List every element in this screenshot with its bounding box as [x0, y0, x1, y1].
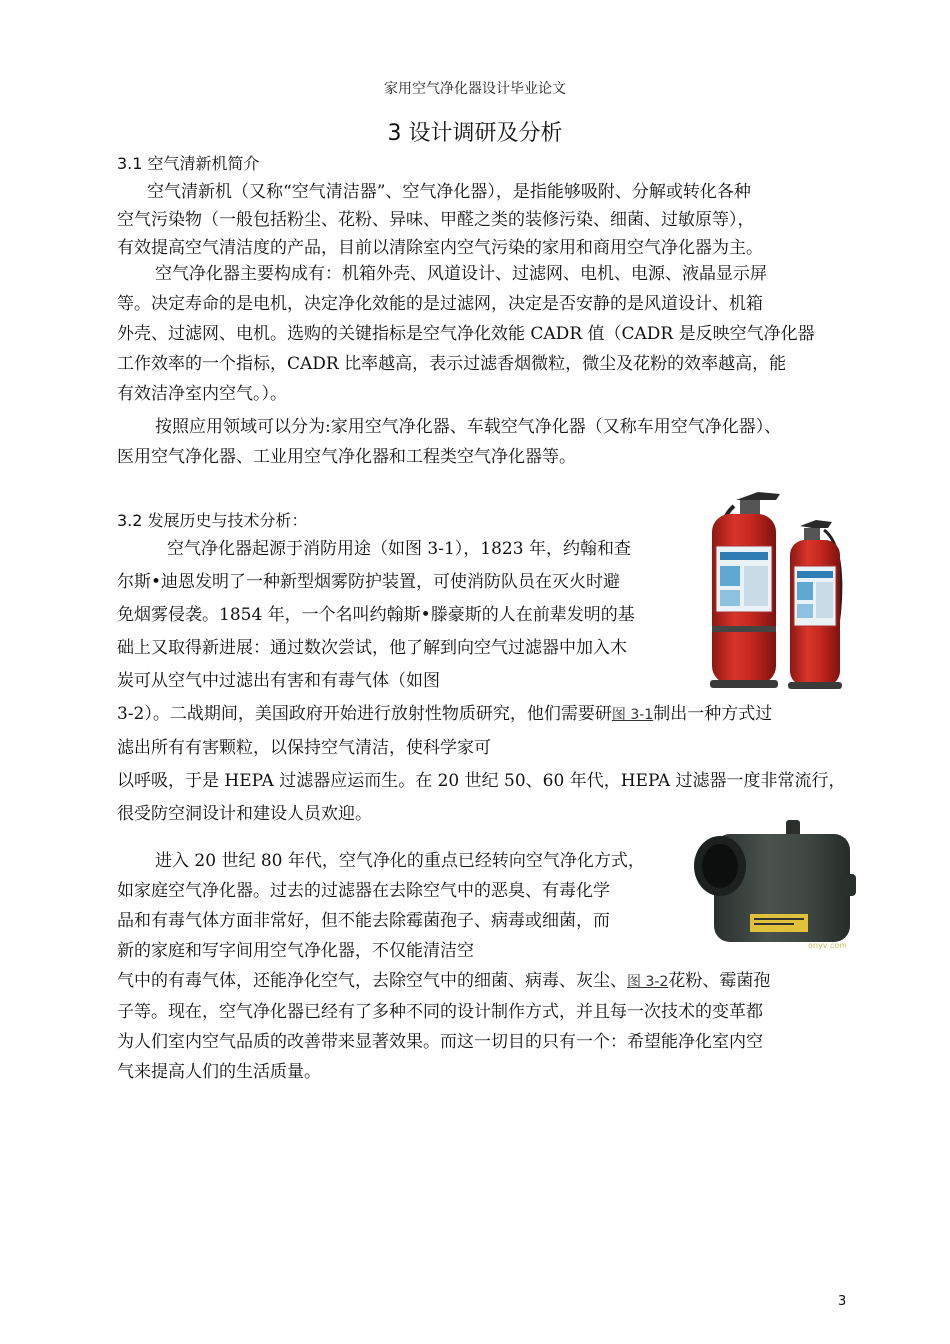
text-line-with-caption: [117, 966, 770, 997]
running-header: 家用空气净化器设计毕业论文: [384, 81, 566, 97]
text-line: 如家庭空气净化器。过去的过滤器在去除空气中的恶臭、有毒化学: [117, 881, 610, 901]
text-line: 按照应用领域可以分为:家用空气净化器、车载空气净化器（又称车用空气净化器）、: [155, 417, 782, 437]
chapter-title: 3 设计调研及分析: [387, 121, 563, 146]
text-line-with-caption: [117, 698, 846, 732]
text-span: 花粉、霉菌孢: [668, 971, 771, 991]
text-line: 空气污染物（一般包括粉尘、花粉、异味、甲醛之类的装修污染、细菌、过敏原等），: [117, 210, 755, 230]
text-line: 有效洁净室内空气。）。: [117, 384, 287, 404]
page-number: 3: [838, 1294, 847, 1309]
text-line: 进入 20 世纪 80 年代，空气净化的重点已经转向空气净化方式，: [155, 851, 645, 871]
text-line: 尔斯•迪恩发明了一种新型烟雾防护装置，可使消防队员在灭火时避: [117, 572, 621, 592]
text-span: 3-2）。二战期间，美国政府开始进行放射性物质研究，他们需要研: [117, 704, 612, 724]
fire-extinguisher-icon: [700, 486, 850, 694]
watermark: onyv com: [808, 941, 848, 950]
figure-3-2-caption: 图 3-2: [627, 974, 669, 990]
text-line: 等。决定寿命的是电机，决定净化效能的是过滤网，决定是否安静的是风道设计、机箱: [117, 294, 763, 314]
text-span: 制出一种方式过: [653, 704, 773, 724]
air-filter-canister-image: [690, 818, 866, 952]
text-span: 气中的有毒气体，还能净化空气，去除空气中的细菌、病毒、灰尘、: [117, 971, 627, 991]
text-line: 空气净化器主要构成有：机箱外壳、风道设计、过滤网、电机、电源、液晶显示屏: [155, 264, 767, 284]
air-filter-icon: [690, 818, 866, 952]
text-line: 础上又取得新进展：通过数次尝试，他了解到向空气过滤器中加入木: [117, 638, 627, 658]
text-line: 炭可从空气中过滤出有害和有毒气体（如图: [117, 671, 440, 691]
text-line: 以呼吸，于是 HEPA 过滤器应运而生。在 20 世纪 50、60 年代，HEPA 过滤器一度非常流行，: [117, 771, 846, 791]
text-line: 滤出所有有害颗粒，以保持空气清洁，使科学家可: [117, 738, 491, 758]
text-line: 品和有毒气体方面非常好，但不能去除霉菌孢子、病毒或细菌，而: [117, 911, 610, 931]
text-line: 空气净化器起源于消防用途（如图 3-1），1823 年，约翰和查: [167, 539, 631, 559]
section-heading-3-2: 3.2 发展历史与技术分析：: [117, 511, 308, 530]
text-line: 新的家庭和写字间用空气净化器，不仅能清洁空: [117, 941, 474, 961]
text-line: 工作效率的一个指标，CADR 比率越高，表示过滤香烟微粒，微尘及花粉的效率越高，能: [117, 354, 787, 374]
text-line: 空气清新机（又称“空气清洁器”、空气净化器），是指能够吸附、分解或转化各种: [147, 182, 751, 202]
text-line: 有效提高空气清洁度的产品，目前以清除室内空气污染的家用和商用空气净化器为主。: [117, 238, 763, 258]
section-3-1-paragraph-1: [117, 178, 763, 262]
text-line: 医用空气净化器、工业用空气净化器和工程类空气净化器等。: [117, 447, 576, 467]
text-line: 很受防空洞设计和建设人员欢迎。: [117, 804, 372, 824]
figure-3-1-caption: 图 3-1: [611, 707, 654, 723]
text-line: 气来提高人们的生活质量。: [117, 1062, 321, 1082]
section-3-2-paragraph-2: [117, 846, 770, 1087]
text-line: 为人们室内空气品质的改善带来显著效果。而这一切目的只有一个：希望能净化室内空: [117, 1032, 763, 1052]
section-3-1-paragraph-3: [117, 412, 781, 472]
text-line: 子等。现在，空气净化器已经有了多种不同的设计制作方式，并且每一次技术的变革都: [117, 1002, 763, 1022]
section-3-1-paragraph-2: [117, 259, 815, 409]
section-heading-3-1: 3.1 空气清新机简介: [117, 154, 260, 173]
text-line: 免烟雾侵袭。1854 年，一个名叫约翰斯•滕豪斯的人在前辈发明的基: [117, 605, 635, 625]
text-line: 外壳、过滤网、电机。选购的关键指标是空气净化效能 CADR 值（CADR 是反映空气净化器: [117, 324, 815, 344]
fire-extinguishers-image: [700, 486, 850, 694]
